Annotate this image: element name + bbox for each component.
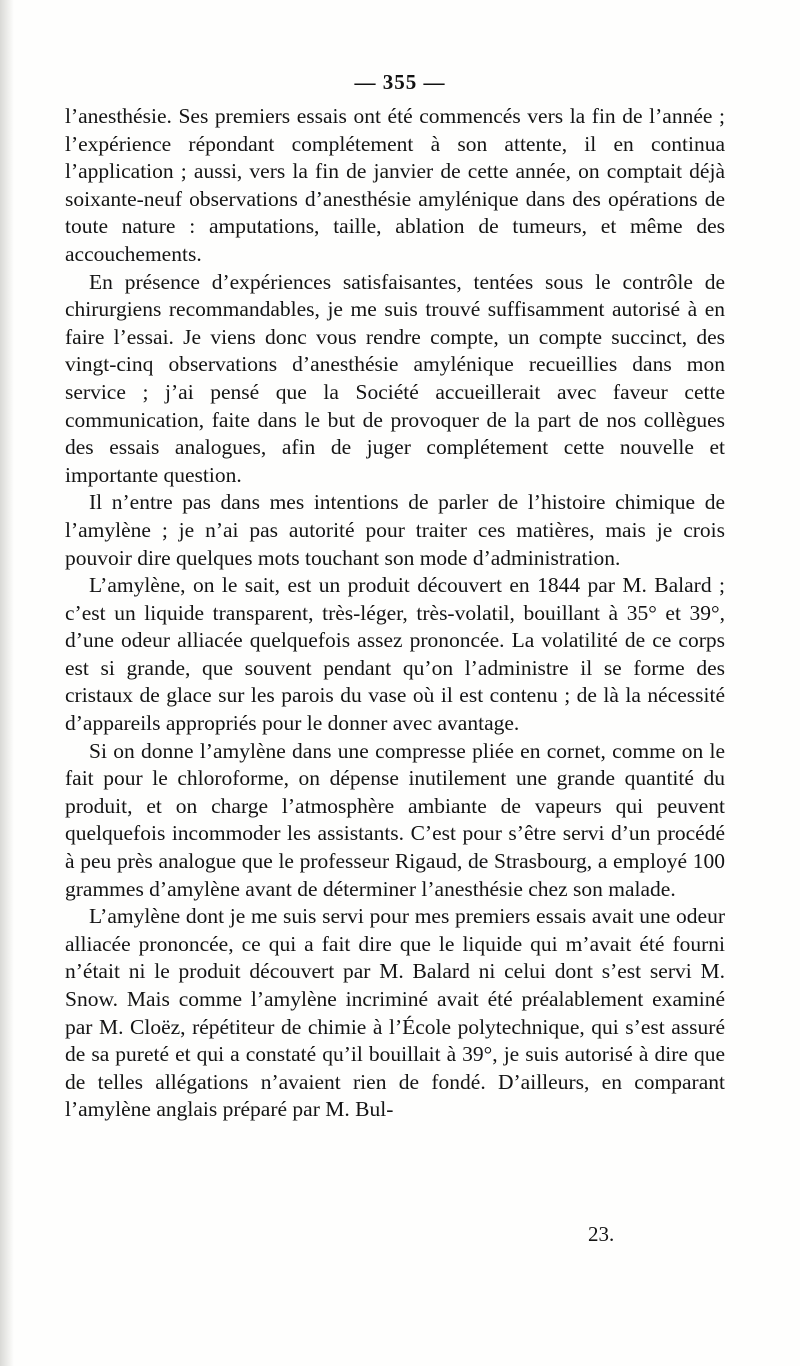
page-gutter-shadow	[0, 0, 14, 1366]
body-text	[65, 103, 725, 1124]
signature-mark: 23.	[588, 1222, 615, 1246]
paragraph-6: L’amylène dont je me suis servi pour mes premiers essais avait une odeur alliacée prononcée, ce qui a fait dire que le liquide qui m’avait été fourni n’était ni le produit découvert par M. Balard ni celui dont s’est servi M. Snow. Mais comme l’amylène incriminé avait été préalablement examiné par M. Cloëz, répétiteur de chimie à l’École polytechnique, qui s’est assuré de sa pureté et qui a constaté qu’il bouillait à 39°, je suis autorisé à dire que de telles allégations n’avaient rien de fondé. D’ailleurs, en comparant l’amylène anglais préparé par M. Bul-	[65, 904, 725, 1122]
paragraph-2: En présence d’expériences satisfaisantes, tentées sous le contrôle de chirurgiens recommandables, je me suis trouvé suffisamment autorisé à en faire l’essai. Je viens donc vous rendre compte, un compte succinct, des vingt-cinq observations d’anesthésie amylénique recueillies dans mon service ; j’ai pensé que la Société accueillerait avec faveur cette communication, faite dans le but de provoquer de la part de nos collègues des essais analogues, afin de juger complétement cette nouvelle et importante question.	[65, 269, 725, 487]
paragraph-4: L’amylène, on le sait, est un produit découvert en 1844 par M. Balard ; c’est un liquide transparent, très-léger, très-volatil, bouillant à 35° et 39°, d’une odeur alliacée quelquefois assez prononcée. La volatilité de ce corps est si grande, que souvent pendant qu’on l’administre il se forme des cristaux de glace sur les parois du vase où il est contenu ; de là la nécessité d’appareils appropriés pour le donner avec avantage.	[65, 573, 725, 736]
paragraph-1: l’anesthésie. Ses premiers essais ont été commencés vers la fin de l’année ; l’expérience répondant complétement à son attente, il en continua l’application ; aussi, vers la fin de janvier de cette année, on comptait déjà soixante-neuf observations d’anesthésie amylénique dans des opérations de toute nature : amputations, taille, ablation de tumeurs, et même des accouchements.	[65, 104, 725, 266]
paragraph-5: Si on donne l’amylène dans une compresse pliée en cornet, comme on le fait pour le chloroforme, on dépense inutilement une grande quantité du produit, et on charge l’atmosphère ambiante de vapeurs qui peuvent quelquefois incommoder les assistants. C’est pour s’être servi d’un procédé à peu près analogue que le professeur Rigaud, de Strasbourg, a employé 100 grammes d’amylène avant de déterminer l’anesthésie chez son malade.	[65, 738, 725, 901]
page-number: — 355 —	[354, 70, 446, 94]
paragraph-3: Il n’entre pas dans mes intentions de parler de l’histoire chimique de l’amylène ; je n’ai pas autorité pour traiter ces matières, mais je crois pouvoir dire quelques mots touchant son mode d’administration.	[65, 490, 725, 570]
